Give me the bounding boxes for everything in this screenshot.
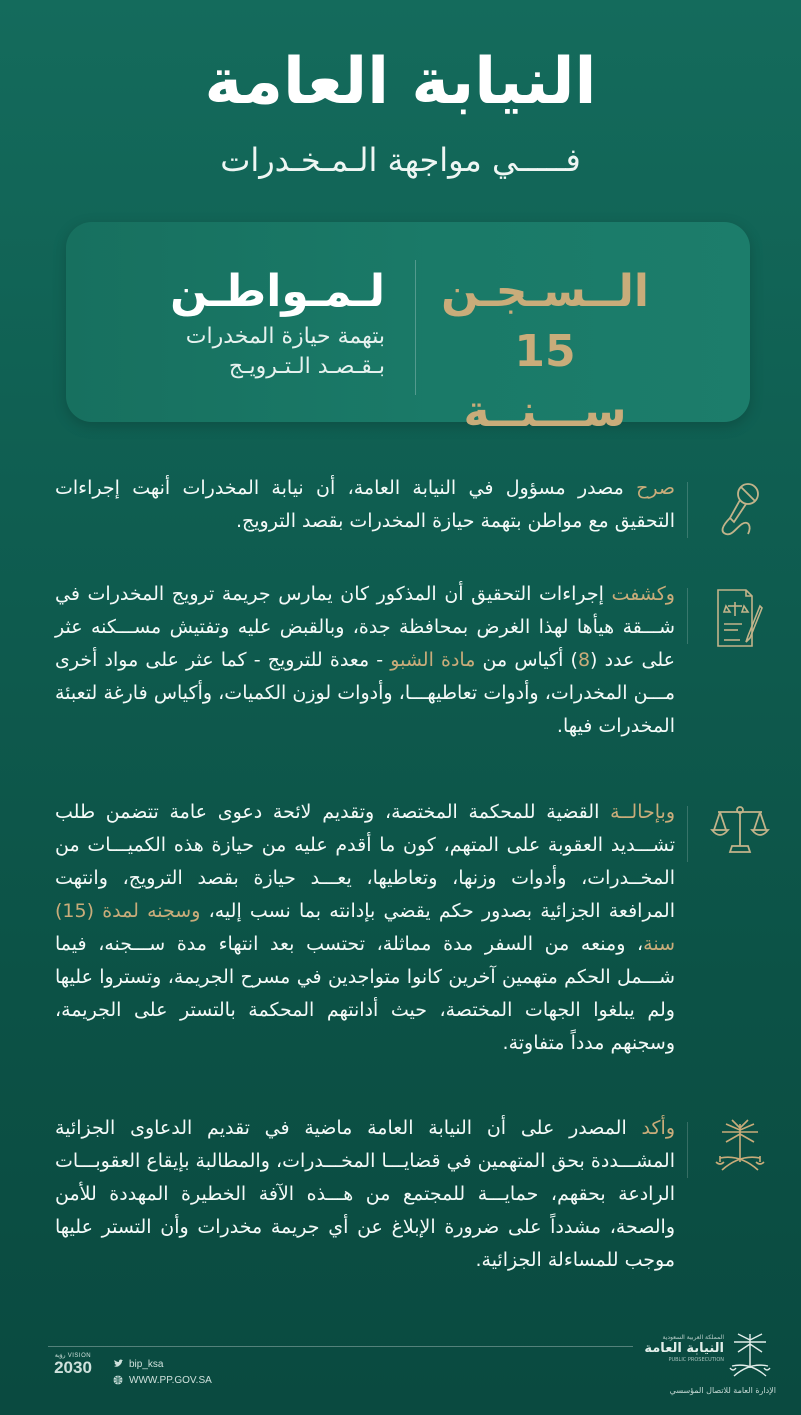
substance-name: مادة الشبو [390,649,476,671]
lead-word: وبإحالــة [610,801,675,823]
org-name-block [644,1334,724,1363]
body-text: المصدر على أن النيابة العامة ماضية في تقديم الدعاوى الجزائية المشـــددة بحق المتهمين في قضايـــا المخـــدرات، والمطالبة بإيقاع العقوبـــات الرادعة بحقهم، حمايـــة للمجتمع من هـــذه الآفة الخطيرة المهددة للأمن والصحة، مشدداً على ضرورة الإبلاغ عن أي جريمة مخدرات وأن التستر عليها موجب للمساءلة الجزائية. [55,1117,675,1271]
body-text: - معدة للترويج - كما عثر على مواد أخرى مـــن المخدرات، وأدوات تعاطيهـــا، وأدوات لوزن الكميات، وأكياس فارغة لتعبئة المخدرات فيها. [55,649,675,737]
saudi-emblem-icon [700,1118,780,1198]
lead-word: وأكد [641,1117,675,1139]
sentence-duration: 15 ســـنــة [463,326,627,437]
charge-line-2: بـقـصـد الـتـرويـج [228,354,385,379]
sentence-summary [430,262,660,442]
section-investigation [40,578,780,748]
globe-icon [113,1375,123,1385]
lead-word: صرح [636,477,675,499]
public-prosecution-logo [636,1330,776,1410]
vision-label: VISION رؤية [54,1353,92,1359]
bag-count: 8 [577,649,591,671]
charge-line-1: بتهمة حيازة المخدرات [185,324,385,349]
banner-divider [415,260,416,395]
section-text [55,1112,675,1277]
section-text [55,472,675,538]
website-url: WWW.PP.GOV.SA [129,1374,212,1386]
sentence-highlight: وسجنه لمدة (15) سنة [55,900,675,955]
section-text [55,578,675,743]
section-divider [687,1122,688,1178]
scales-of-justice-icon [700,802,780,882]
charge-title: لـمـواطـن [170,266,385,317]
org-name-en: PUBLIC PROSECUTION [668,1357,724,1363]
section-text [55,796,675,1060]
section-verdict [40,796,780,1066]
saudi-emblem-icon [728,1330,772,1382]
charge-summary [120,262,385,382]
body-text: ، ومنعه من السفر مدة مماثلة، تحتسب بعد انتهاء مدة ســـجنه، فيما شـــمل الحكم متهمين آخرين كانوا متواجدين في مسرح الجريمة، وتستروا عليها ولم يبلغوا الجهات المختصة، حيث أدانتهم المحكمة بالتستر على الجريمة، وسجنهم مدداً متفاوتة. [55,933,675,1054]
section-statement [40,472,780,552]
section-divider [687,482,688,538]
vision-2030-logo [48,1352,98,1377]
section-divider [687,588,688,644]
twitter-link[interactable] [113,1356,212,1372]
body-text: إجراءات التحقيق أن المذكور كان يمارس جريمة ترويج المخدرات في شـــقة هيأها لهذا الغرض بمحافظة جدة، وبالقبض عليه وتفتيش مســـكنه عثر على عدد ( [55,583,675,671]
section-affirmation [40,1112,780,1282]
legal-document-icon [700,584,780,664]
body-text: القضية للمحكمة المختصة، وتقديم لائحة دعوى عامة تتضمن طلب تشـــديد العقوبة على المتهم، كون ما أقدم عليه من حيازة هذه الكميـــات من المخــدرات، وأدوات وزنها، وتعاطيها، يعـــد حيازة بقصد الترويج، وانتهت المرافعة الجزائية بصدور حكم يقضي بإدانته بما نسب إليه، [55,801,675,922]
lead-word: وكشفت [611,583,675,605]
org-country: المملكة العربية السعودية [662,1334,724,1341]
social-links [113,1356,212,1388]
footer-divider [48,1346,633,1347]
page-subtitle: فـــــي مواجهة الـمـخـدرات [220,141,581,179]
sentence-label: الــسـجـن [441,266,649,317]
twitter-handle: bip_ksa [129,1358,164,1370]
microphone-icon [700,478,780,558]
page-title: النيابة العامة [204,45,597,119]
vision-year: 2030 [54,1358,92,1377]
body-text: ) أكياس من [475,649,578,671]
org-department: الإدارة العامة للاتصال المؤسسي [669,1386,776,1395]
body-text: مصدر مسؤول في النيابة العامة، أن نيابة المخدرات أنهت إجراءات التحقيق مع مواطن بتهمة حيازة المخدرات بقصد الترويج. [55,477,675,532]
website-link[interactable] [113,1372,212,1388]
org-name: النيابة العامة [644,1341,724,1356]
twitter-icon [113,1359,123,1369]
section-divider [687,806,688,862]
